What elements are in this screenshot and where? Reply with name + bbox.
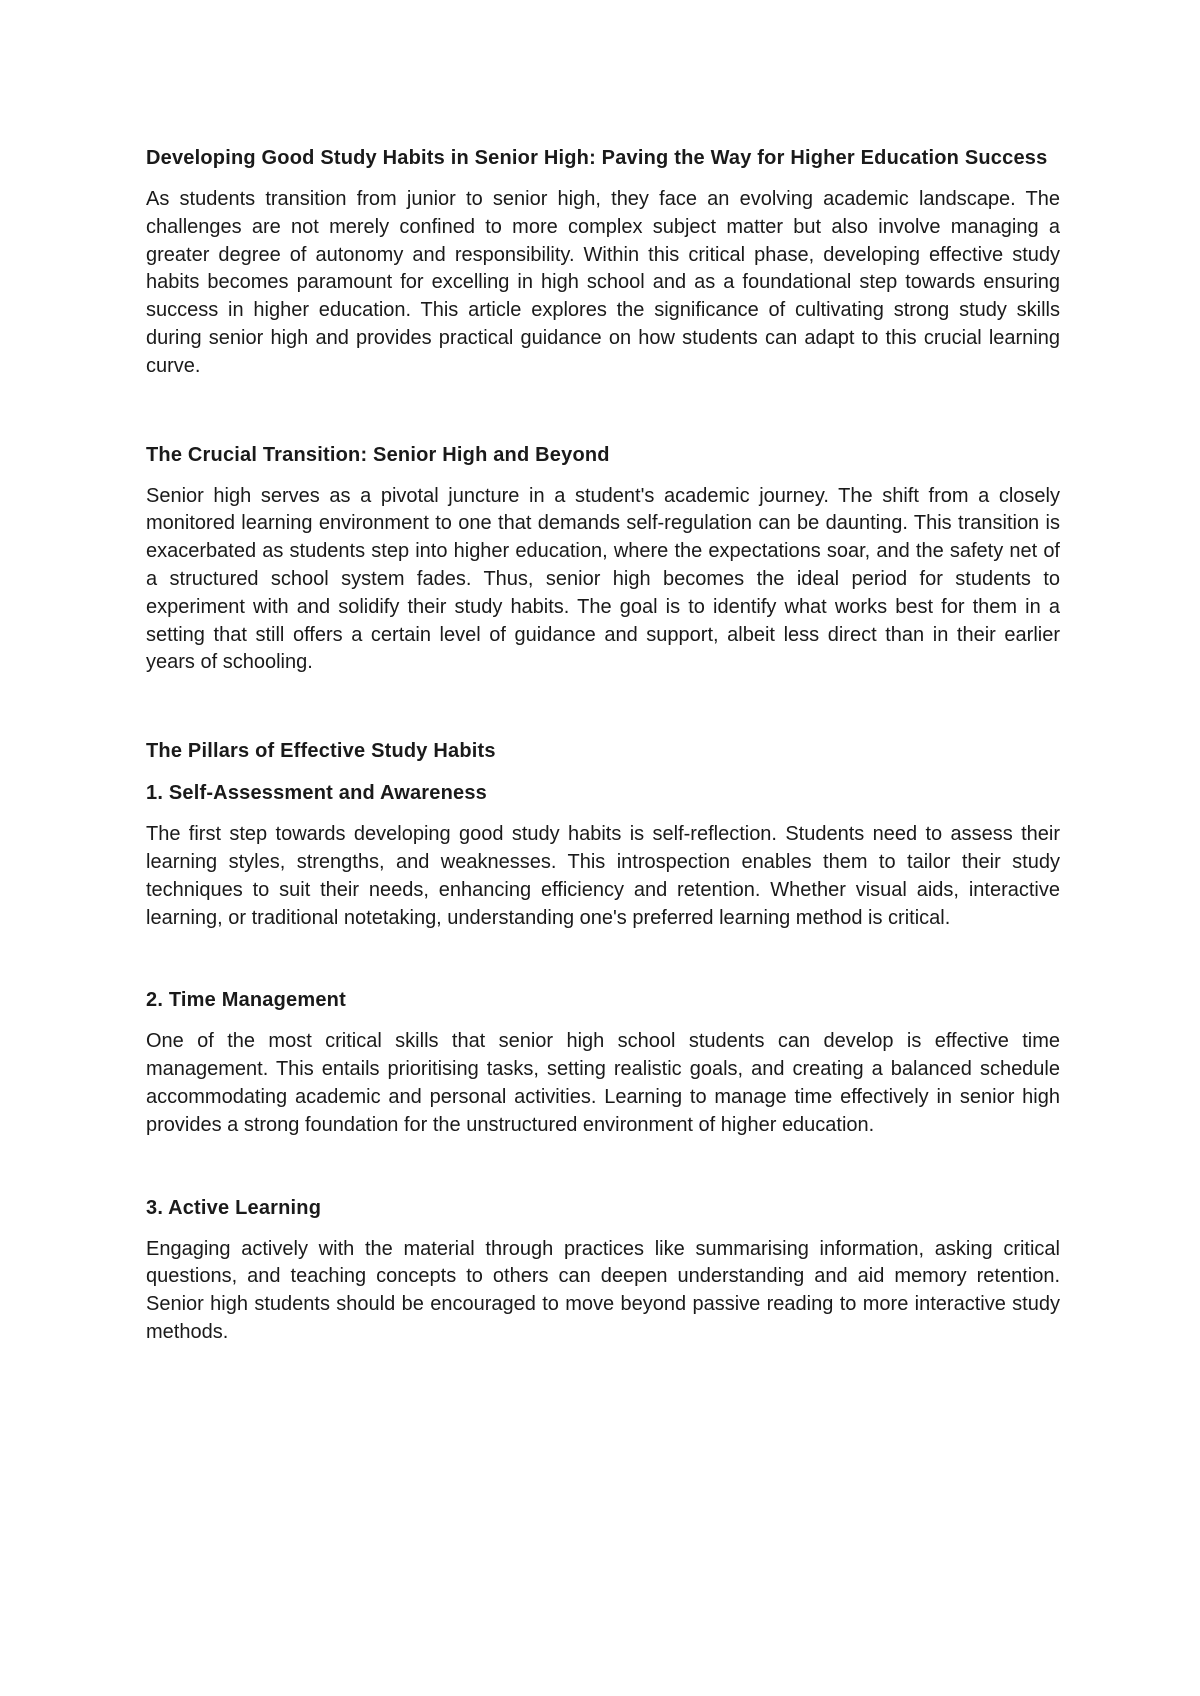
spacer [146,677,1060,737]
paragraph-self-assessment: The first step towards developing good study habits is self-reflection. Students need to assess their learning styles, strengths, and weaknesses. This introspection enables them to tailor their study techniques to suit their needs, enhancing efficiency and retention. Whether visual aids, interactive learning, or traditional notetaking, understanding one's preferred learning method is critical. [146,823,1060,929]
subheading-time-management: 2. Time Management [146,989,346,1012]
intro-paragraph: As students transition from junior to senior high, they face an evolving academic landscape. The challenges are not merely confined to more complex subject matter but also involve managing a greater degree of autonomy and responsibility. Within this critical phase, developing effective study habits becomes paramount for excelling in high school and as a foundational step towards ensuring success in higher education. This article explores the significance of cultivating strong study skills during senior high and provides practical guidance on how students can adapt to this crucial learning curve. [146,188,1060,377]
paragraph-active-learning: Engaging actively with the material through practices like summarising information, asking critical questions, and teaching concepts to others can deepen understanding and aid memory retention. Senior high students should be encouraged to move beyond passive reading to more interactive study methods. [146,1237,1060,1343]
spacer [146,381,1060,441]
paragraph-time-management: One of the most critical skills that senior high school students can develop is effective time management. This entails prioritising tasks, setting realistic goals, and creating a balanced schedule accommodating academic and personal activities. Learning to manage time effectively in senior high provides a strong foundation for the unstructured environment of higher education. [146,1030,1060,1136]
subheading-self-assessment: 1. Self-Assessment and Awareness [146,782,487,805]
subheading-active-learning: 3. Active Learning [146,1196,322,1219]
spacer [146,932,1060,986]
section-heading-pillars: The Pillars of Effective Study Habits [146,740,496,763]
document-page [146,144,1060,1347]
spacer [146,1140,1060,1194]
document-title: Developing Good Study Habits in Senior High: Paving the Way for Higher Education Success [146,147,1048,169]
section-paragraph-transition: Senior high serves as a pivotal juncture in a student's academic journey. The shift from a closely monitored learning environment to one that demands self-regulation can be daunting. This transition is exacerbated as students step into higher education, where the expectations soar, and the safety net of a structured school system fades. Thus, senior high becomes the ideal period for students to experiment with and solidify their study habits. The goal is to identify what works best for them in a setting that still offers a certain level of guidance and support, albeit less direct than in their earlier years of schooling. [146,484,1060,674]
section-heading-transition: The Crucial Transition: Senior High and Beyond [146,443,610,466]
